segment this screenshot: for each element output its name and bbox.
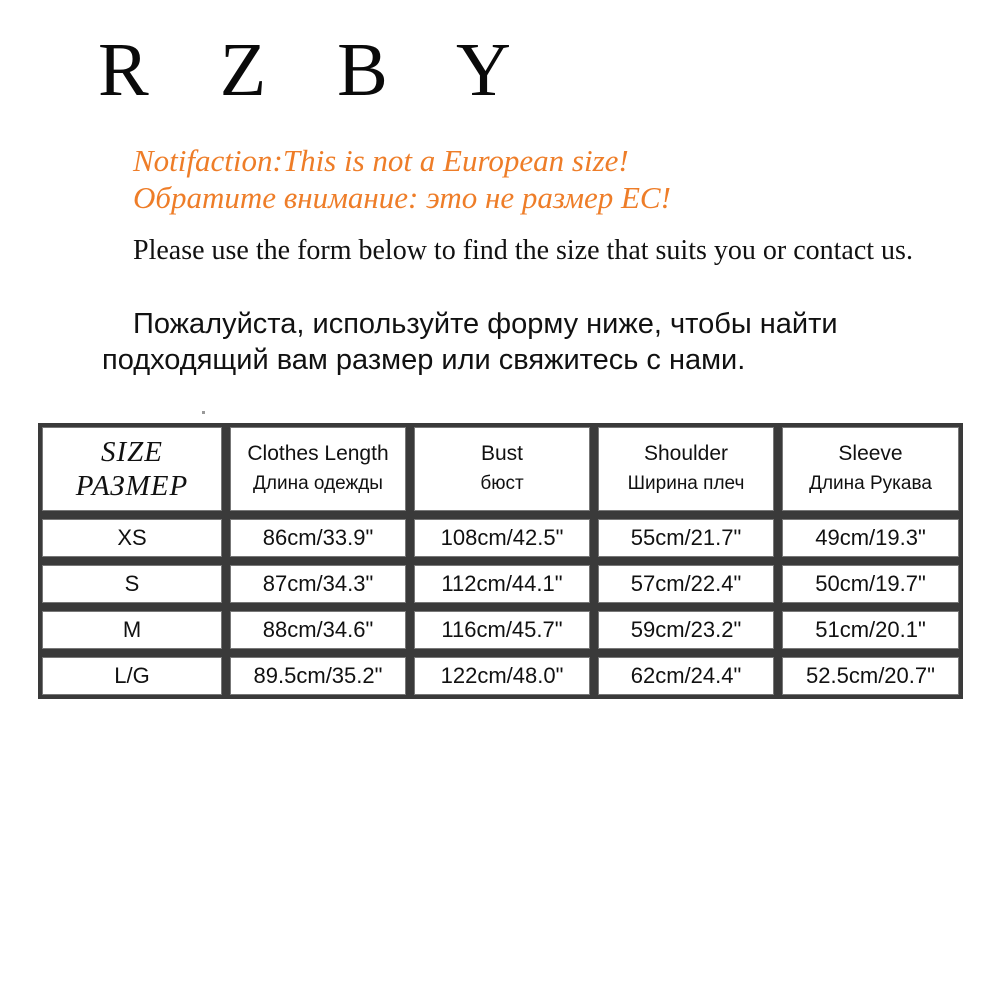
clothes-length-cell: 88cm/34.6" xyxy=(226,607,410,653)
column-header-shoulder xyxy=(594,423,778,515)
column-header-ru: Длина одежды xyxy=(253,473,383,494)
size-label: XS xyxy=(38,515,226,561)
intro-text-ru: Пожалуйста, используйте форму ниже, чтобы найти подходящий вам размер или свяжитесь с нами. xyxy=(102,308,838,376)
bust-cell: 112cm/44.1" xyxy=(410,561,594,607)
column-header-ru: Ширина плеч xyxy=(627,473,745,494)
sleeve-cell: 51cm/20.1" xyxy=(778,607,963,653)
column-header-en: Clothes Length xyxy=(247,442,389,465)
stray-mark xyxy=(202,411,205,414)
brand-logo: R Z B Y xyxy=(98,28,537,112)
shoulder-cell: 57cm/22.4" xyxy=(594,561,778,607)
notice-line-ru: Обратите внимание: это не размер ЕС! xyxy=(133,180,671,215)
shoulder-cell: 59cm/23.2" xyxy=(594,607,778,653)
column-header-ru: Длина Рукава xyxy=(809,473,932,494)
size-header-en: SIZE xyxy=(101,436,163,468)
bust-cell: 116cm/45.7" xyxy=(410,607,594,653)
column-header-clothes-length xyxy=(226,423,410,515)
column-header-en: Shoulder xyxy=(643,442,729,465)
size-label: L/G xyxy=(38,653,226,699)
clothes-length-cell: 89.5cm/35.2" xyxy=(226,653,410,699)
table-row xyxy=(38,515,963,561)
column-header-en: Sleeve xyxy=(838,442,903,465)
column-header-ru: бюст xyxy=(480,473,524,494)
column-header-bust xyxy=(410,423,594,515)
size-label: M xyxy=(38,607,226,653)
sleeve-cell: 50cm/19.7" xyxy=(778,561,963,607)
clothes-length-cell: 86cm/33.9" xyxy=(226,515,410,561)
table-row xyxy=(38,607,963,653)
intro-text-en: Please use the form below to find the size that suits you or contact us. xyxy=(133,235,913,266)
table-header-row xyxy=(38,423,963,515)
sleeve-cell: 52.5cm/20.7" xyxy=(778,653,963,699)
sleeve-cell: 49cm/19.3" xyxy=(778,515,963,561)
shoulder-cell: 62cm/24.4" xyxy=(594,653,778,699)
column-header-en: Bust xyxy=(480,442,524,465)
table-row xyxy=(38,561,963,607)
notice-line-en: Notifaction:This is not a European size! xyxy=(133,143,629,178)
clothes-length-cell: 87cm/34.3" xyxy=(226,561,410,607)
bust-cell: 122cm/48.0" xyxy=(410,653,594,699)
shoulder-cell: 55cm/21.7" xyxy=(594,515,778,561)
size-header-ru: РАЗМЕР xyxy=(75,470,189,502)
size-column-header xyxy=(38,423,226,515)
bust-cell: 108cm/42.5" xyxy=(410,515,594,561)
size-notice xyxy=(133,142,671,216)
size-label: S xyxy=(38,561,226,607)
table-row xyxy=(38,653,963,699)
column-header-sleeve xyxy=(778,423,963,515)
size-chart-table xyxy=(38,423,963,699)
